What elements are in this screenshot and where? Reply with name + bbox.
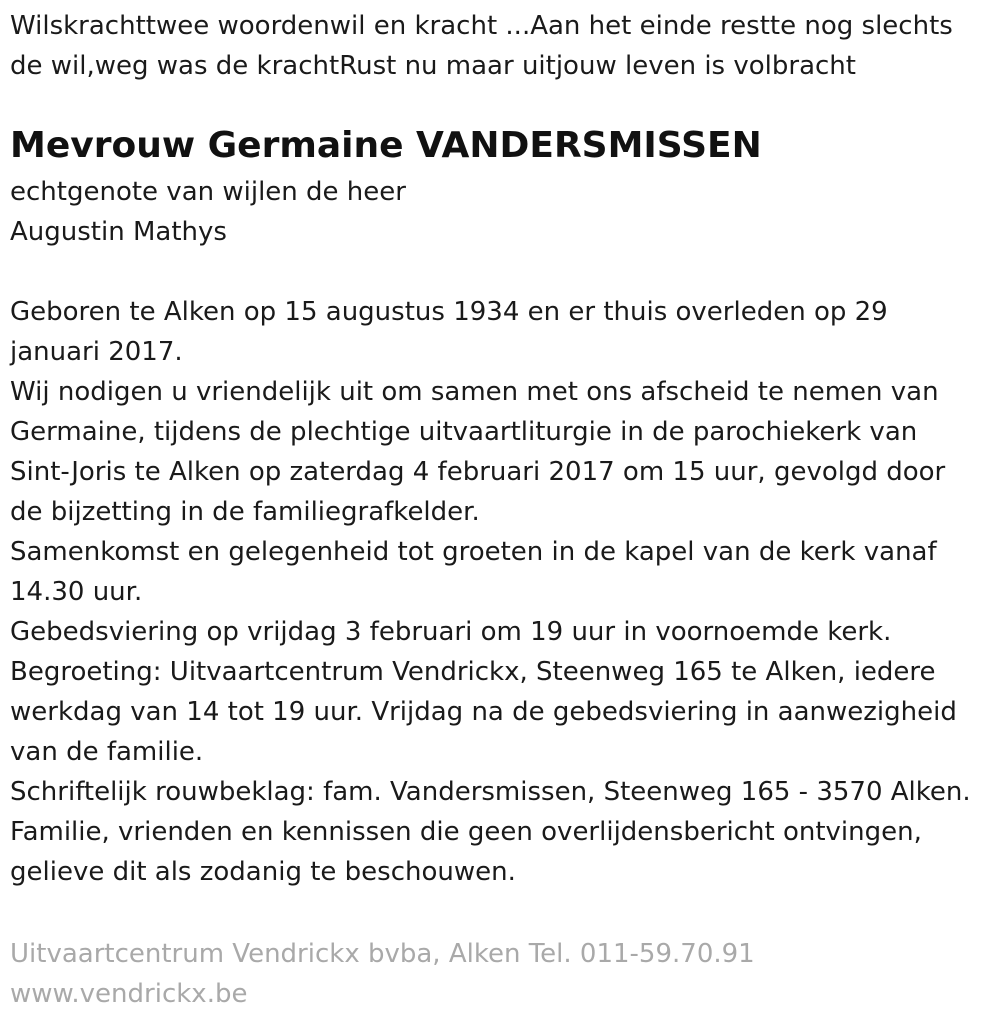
body-line: Wij nodigen u vriendelijk uit om samen met ons afscheid te nemen van bbox=[10, 377, 939, 407]
funeral-home-contact: Uitvaartcentrum Vendrickx bvba, Alken Tel. 011-59.70.91 bbox=[10, 939, 755, 969]
funeral-home-website: www.vendrickx.be bbox=[10, 979, 248, 1009]
body-line: van de familie. bbox=[10, 737, 204, 767]
body-line: Schriftelijk rouwbeklag: fam. Vandersmissen, Steenweg 165 - 3570 Alken. bbox=[10, 777, 971, 807]
body-line: Geboren te Alken op 15 augustus 1934 en er thuis overleden op 29 bbox=[10, 297, 888, 327]
body-line: januari 2017. bbox=[10, 337, 183, 367]
body-line: Samenkomst en gelegenheid tot groeten in de kapel van de kerk vanaf bbox=[10, 537, 937, 567]
intro-line: de wil,weg was de krachtRust nu maar uitjouw leven is volbracht bbox=[10, 51, 856, 81]
funeral-home-footer bbox=[10, 934, 755, 1014]
body-line: Gebedsviering op vrijdag 3 februari om 19 uur in voornoemde kerk. bbox=[10, 617, 892, 647]
body-line: 14.30 uur. bbox=[10, 577, 143, 607]
spouse-line: Augustin Mathys bbox=[10, 217, 227, 247]
body-line: Germaine, tijdens de plechtige uitvaartliturgie in de parochiekerk van bbox=[10, 417, 918, 447]
intro-line: Wilskrachttwee woordenwil en kracht ...Aan het einde restte nog slechts bbox=[10, 11, 953, 41]
deceased-name: Mevrouw Germaine VANDERSMISSEN bbox=[10, 125, 762, 166]
spouse-info bbox=[10, 172, 990, 252]
obituary-body bbox=[10, 292, 990, 892]
body-line: Sint-Joris te Alken op zaterdag 4 februari 2017 om 15 uur, gevolgd door bbox=[10, 457, 946, 487]
intro-poem bbox=[10, 6, 990, 86]
body-line: de bijzetting in de familiegrafkelder. bbox=[10, 497, 480, 527]
body-line: gelieve dit als zodanig te beschouwen. bbox=[10, 857, 516, 887]
body-line: Begroeting: Uitvaartcentrum Vendrickx, Steenweg 165 te Alken, iedere bbox=[10, 657, 936, 687]
body-line: Familie, vrienden en kennissen die geen overlijdensbericht ontvingen, bbox=[10, 817, 922, 847]
spouse-line: echtgenote van wijlen de heer bbox=[10, 177, 406, 207]
body-line: werkdag van 14 tot 19 uur. Vrijdag na de gebedsviering in aanwezigheid bbox=[10, 697, 957, 727]
